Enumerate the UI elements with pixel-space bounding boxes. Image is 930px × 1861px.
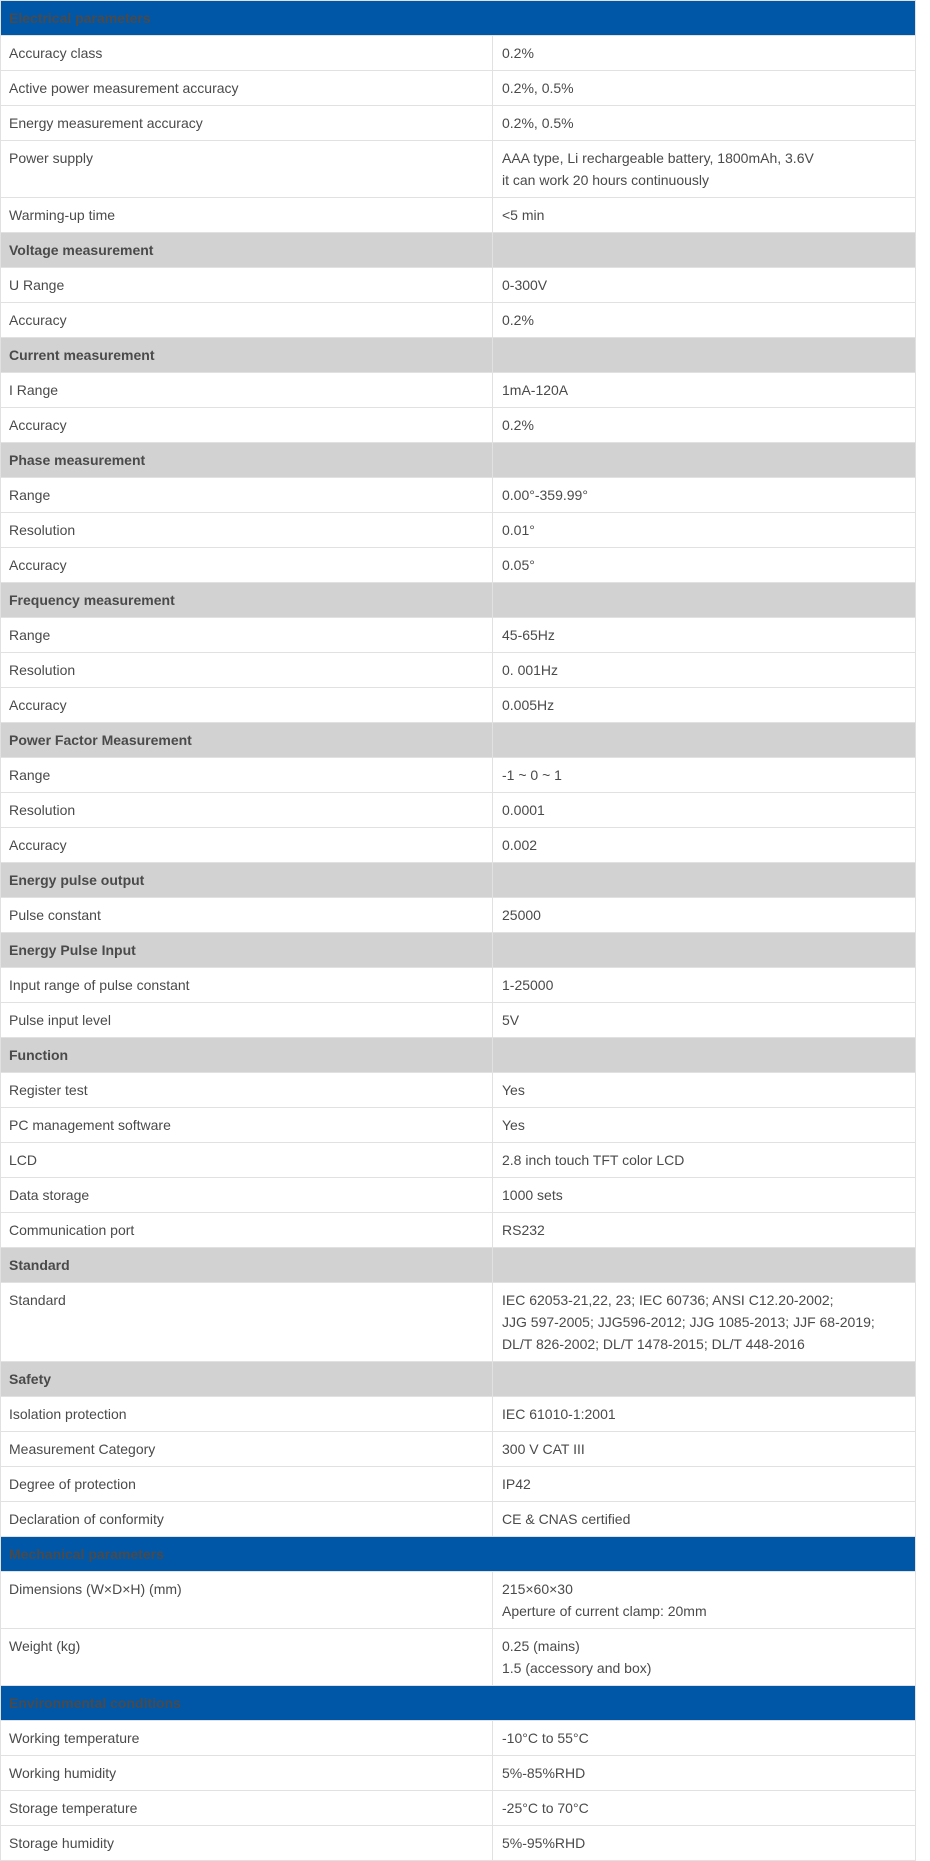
parameter-label: Degree of protection [1,1467,493,1502]
parameter-value-line: 0.05° [502,557,535,573]
parameter-value-line: IEC 61010-1:2001 [502,1406,616,1422]
section-header-energy-pulse-output [1,863,916,898]
parameter-value [493,793,916,828]
parameter-value-line: IP42 [502,1476,531,1492]
table-row [1,1721,916,1756]
parameter-label: Resolution [1,653,493,688]
parameter-value [493,968,916,1003]
table-row [1,968,916,1003]
parameter-value [493,688,916,723]
section-title: Environmental conditions [1,1686,916,1721]
parameter-value [493,898,916,933]
specification-table-body [1,1,916,1861]
section-header-empty-cell [493,338,916,373]
parameter-value [493,1283,916,1362]
table-row [1,653,916,688]
section-header-energy-pulse-input [1,933,916,968]
parameter-label: Range [1,758,493,793]
section-title: Energy pulse output [1,863,493,898]
section-title: Electrical parameters [1,1,916,36]
parameter-value-line: IEC 62053-21,22, 23; IEC 60736; ANSI C12.20-2002; [502,1292,834,1308]
section-header-empty-cell [493,723,916,758]
table-row [1,1826,916,1861]
section-title: Current measurement [1,338,493,373]
parameter-label: Working temperature [1,1721,493,1756]
parameter-value-line: AAA type, Li rechargeable battery, 1800mAh, 3.6V [502,150,814,166]
parameter-value-line: 0. 001Hz [502,662,559,678]
section-header-empty-cell [493,933,916,968]
section-header-empty-cell [493,1038,916,1073]
parameter-value [493,1826,916,1861]
parameter-value-line: 1.5 (accessory and box) [502,1660,652,1676]
parameter-value [493,653,916,688]
section-header-frequency-measurement [1,583,916,618]
parameter-value-line: 0.2% [502,45,534,61]
parameter-label: I Range [1,373,493,408]
parameter-value [493,1572,916,1629]
parameter-label: Range [1,478,493,513]
parameter-label: Standard [1,1283,493,1362]
section-header-environmental-conditions [1,1686,916,1721]
parameter-value-line: -25°C to 70°C [502,1800,589,1816]
parameter-value-line: 25000 [502,907,541,923]
parameter-label: Energy measurement accuracy [1,106,493,141]
table-row [1,36,916,71]
parameter-label: Resolution [1,513,493,548]
parameter-value [493,618,916,653]
parameter-label: Active power measurement accuracy [1,71,493,106]
parameter-value [493,1178,916,1213]
parameter-label: Accuracy [1,408,493,443]
parameter-value [493,1756,916,1791]
parameter-value-line: 1000 sets [502,1187,563,1203]
table-row [1,373,916,408]
section-title: Safety [1,1362,493,1397]
parameter-value [493,548,916,583]
table-row [1,1073,916,1108]
table-row [1,106,916,141]
parameter-value-line: 5V [502,1012,520,1028]
table-row [1,1178,916,1213]
parameter-label: Accuracy [1,828,493,863]
parameter-value [493,1791,916,1826]
parameter-value [493,71,916,106]
parameter-value-line: 0.0001 [502,802,545,818]
parameter-label: Warming-up time [1,198,493,233]
parameter-label: Accuracy [1,303,493,338]
section-title: Standard [1,1248,493,1283]
table-row [1,513,916,548]
parameter-label: U Range [1,268,493,303]
parameter-value-line: Yes [502,1082,525,1098]
parameter-label: Pulse constant [1,898,493,933]
parameter-value [493,1073,916,1108]
parameter-value [493,478,916,513]
parameter-value-line: 0.005Hz [502,697,555,713]
section-title: Power Factor Measurement [1,723,493,758]
parameter-label: Accuracy [1,688,493,723]
section-title: Frequency measurement [1,583,493,618]
table-row [1,303,916,338]
parameter-value [493,1467,916,1502]
section-header-electrical-parameters [1,1,916,36]
parameter-value-line: JJG 597-2005; JJG596-2012; JJG 1085-2013; JJF 68-2019; [502,1314,875,1330]
parameter-value-line: it can work 20 hours continuously [502,172,709,188]
table-row [1,618,916,653]
parameter-label: LCD [1,1143,493,1178]
parameter-value [493,36,916,71]
parameter-value-line: 1mA-120A [502,382,569,398]
section-title: Function [1,1038,493,1073]
table-row [1,1572,916,1629]
parameter-value [493,1108,916,1143]
table-row [1,548,916,583]
table-row [1,71,916,106]
parameter-value-line: 300 V CAT III [502,1441,585,1457]
parameter-label: Register test [1,1073,493,1108]
parameter-label: PC management software [1,1108,493,1143]
section-header-function [1,1038,916,1073]
parameter-label: Dimensions (W×D×H) (mm) [1,1572,493,1629]
parameter-label: Measurement Category [1,1432,493,1467]
parameter-value [493,373,916,408]
parameter-value-line: 2.8 inch touch TFT color LCD [502,1152,685,1168]
parameter-value-line: 1-25000 [502,977,554,993]
parameter-label: Declaration of conformity [1,1502,493,1537]
parameter-label: Storage humidity [1,1826,493,1861]
parameter-value-line: RS232 [502,1222,545,1238]
section-header-empty-cell [493,443,916,478]
table-row [1,1467,916,1502]
parameter-label: Pulse input level [1,1003,493,1038]
table-row [1,828,916,863]
table-row [1,198,916,233]
parameter-value-line: 0-300V [502,277,548,293]
parameter-value [493,303,916,338]
parameter-label: Isolation protection [1,1397,493,1432]
parameter-value [493,141,916,198]
parameter-label: Range [1,618,493,653]
parameter-value-line: 0.2% [502,312,534,328]
section-header-standard [1,1248,916,1283]
parameter-value [493,1143,916,1178]
table-row [1,1502,916,1537]
parameter-value [493,1629,916,1686]
section-header-mechanical-parameters [1,1537,916,1572]
section-title: Mechanical parameters [1,1537,916,1572]
parameter-label: Working humidity [1,1756,493,1791]
table-row [1,408,916,443]
table-row [1,1629,916,1686]
parameter-label: Input range of pulse constant [1,968,493,1003]
table-row [1,478,916,513]
section-header-empty-cell [493,233,916,268]
parameter-label: Data storage [1,1178,493,1213]
table-row [1,793,916,828]
section-title: Energy Pulse Input [1,933,493,968]
table-row [1,758,916,793]
table-row [1,1432,916,1467]
parameter-label: Accuracy [1,548,493,583]
section-header-voltage-measurement [1,233,916,268]
section-header-phase-measurement [1,443,916,478]
section-header-empty-cell [493,583,916,618]
parameter-value-line: -1 ~ 0 ~ 1 [502,767,562,783]
parameter-value-line: CE & CNAS certified [502,1511,631,1527]
parameter-label: Power supply [1,141,493,198]
table-row [1,1756,916,1791]
section-header-empty-cell [493,1362,916,1397]
parameter-value [493,408,916,443]
table-row [1,1791,916,1826]
section-header-empty-cell [493,1248,916,1283]
table-row [1,1143,916,1178]
parameter-value-line: <5 min [502,207,545,223]
parameter-value-line: 0.002 [502,837,538,853]
table-row [1,1003,916,1038]
parameter-label: Weight (kg) [1,1629,493,1686]
parameter-value-line: 45-65Hz [502,627,555,643]
table-row [1,688,916,723]
parameter-value [493,828,916,863]
parameter-value-line: 0.00°-359.99° [502,487,588,503]
parameter-value-line: 215×60×30 [502,1581,573,1597]
section-title: Phase measurement [1,443,493,478]
parameter-value-line: 0.01° [502,522,535,538]
section-header-safety [1,1362,916,1397]
parameter-label: Resolution [1,793,493,828]
table-row [1,1213,916,1248]
parameter-value-line: 0.2%, 0.5% [502,115,574,131]
parameter-value-line: 0.25 (mains) [502,1638,580,1654]
section-header-empty-cell [493,863,916,898]
parameter-value-line: 0.2% [502,417,534,433]
section-header-current-measurement [1,338,916,373]
parameter-value-line: 5%-95%RHD [502,1835,586,1851]
parameter-value-line: Yes [502,1117,525,1133]
parameter-value [493,1213,916,1248]
table-row [1,268,916,303]
parameter-value [493,198,916,233]
parameter-value-line: 5%-85%RHD [502,1765,586,1781]
section-header-power-factor-measurement [1,723,916,758]
parameter-value [493,1721,916,1756]
parameter-value [493,1502,916,1537]
table-row [1,1283,916,1362]
parameter-value [493,513,916,548]
section-title: Voltage measurement [1,233,493,268]
table-row [1,141,916,198]
parameter-value-line: 0.2%, 0.5% [502,80,574,96]
parameter-value [493,758,916,793]
parameter-value [493,1397,916,1432]
table-row [1,898,916,933]
parameter-label: Communication port [1,1213,493,1248]
parameter-value-line: -10°C to 55°C [502,1730,589,1746]
parameter-value-line: Aperture of current clamp: 20mm [502,1603,707,1619]
parameter-value [493,268,916,303]
parameter-value [493,1432,916,1467]
parameter-value [493,106,916,141]
table-row [1,1397,916,1432]
parameter-value-line: DL/T 826-2002; DL/T 1478-2015; DL/T 448-2016 [502,1336,805,1352]
parameter-label: Storage temperature [1,1791,493,1826]
parameter-label: Accuracy class [1,36,493,71]
parameter-value [493,1003,916,1038]
table-row [1,1108,916,1143]
